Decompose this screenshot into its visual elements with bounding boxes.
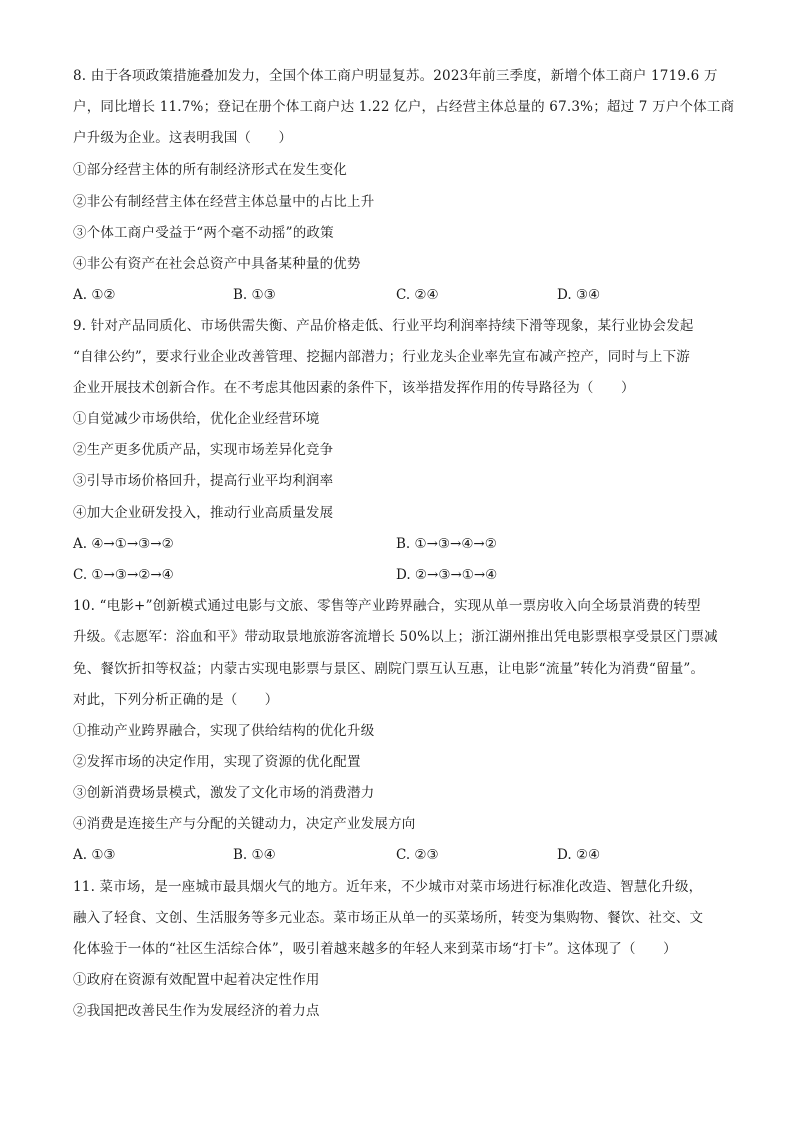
q11-item-2: ②我国把改善民生作为发展经济的着力点	[73, 1003, 320, 1019]
q9-item-3: ③引导市场价格回升，提高行业平均利润率	[73, 473, 334, 489]
q10-option-b[interactable]: B. ①④	[233, 847, 276, 863]
q9-option-a[interactable]: A. ④→①→③→②	[73, 536, 174, 552]
q11-item-1: ①政府在资源有效配置中起着决定性作用	[73, 972, 320, 988]
q10-stem-line-1: 10. “电影+”创新模式通过电影与文旅、零售等产业跨界融合，实现从单一票房收入向全场景消费的转型	[73, 598, 701, 614]
q9-stem-line-2: “自律公约”，要求行业企业改善管理、挖掘内部潜力；行业龙头企业率先宣布减产控产，同时与上下游	[73, 349, 691, 365]
q10-item-2: ②发挥市场的决定作用，实现了资源的优化配置	[73, 754, 361, 770]
q9-item-2: ②生产更多优质产品，实现市场差异化竞争	[73, 442, 334, 458]
q10-stem-line-2: 升级。《志愿军：浴血和平》带动取景地旅游客流增长 50%以上；浙江湖州推出凭电影票根享受景区门票减	[73, 629, 718, 645]
q8-item-1: ①部分经营主体的所有制经济形式在发生变化	[73, 162, 347, 178]
q11-stem-line-1: 11. 菜市场，是一座城市最具烟火气的地方。近年来，不少城市对菜市场进行标准化改造、智慧化升级，	[73, 879, 703, 895]
q8-stem-line-3: 户升级为企业。这表明我国（ ）	[73, 130, 293, 146]
q10-item-1: ①推动产业跨界融合，实现了供给结构的优化升级	[73, 723, 375, 739]
q8-option-d[interactable]: D. ③④	[557, 287, 601, 303]
q8-option-a[interactable]: A. ①②	[73, 287, 116, 303]
q10-item-3: ③创新消费场景模式，激发了文化市场的消费潜力	[73, 785, 375, 801]
q10-stem-line-3: 免、餐饮折扣等权益；内蒙古实现电影票与景区、剧院门票互认互惠，让电影“流量”转化为消费“留量”。	[73, 661, 705, 677]
q10-option-d[interactable]: D. ②④	[557, 847, 601, 863]
q9-option-b[interactable]: B. ①→③→④→②	[396, 536, 497, 552]
q9-item-1: ①自觉减少市场供给，优化企业经营环境	[73, 411, 320, 427]
q11-stem-line-2: 融入了轻食、文创、生活服务等多元业态。菜市场正从单一的买菜场所，转变为集购物、餐饮、社交、文	[73, 910, 704, 926]
q10-option-a[interactable]: A. ①③	[73, 847, 116, 863]
q8-item-4: ④非公有资产在社会总资产中具备某种量的优势	[73, 256, 361, 272]
q8-item-2: ②非公有制经营主体在经营主体总量中的占比上升	[73, 194, 375, 210]
q8-item-3: ③个体工商户受益于“两个毫不动摇”的政策	[73, 225, 334, 241]
q8-option-b[interactable]: B. ①③	[233, 287, 276, 303]
q9-option-d[interactable]: D. ②→③→①→④	[396, 567, 498, 583]
q9-stem-line-1: 9. 针对产品同质化、市场供需失衡、产品价格走低、行业平均利润率持续下滑等现象，某行业协会发起	[73, 318, 694, 334]
q9-item-4: ④加大企业研发投入，推动行业高质量发展	[73, 505, 334, 521]
q10-stem-line-4: 对此，下列分析正确的是（ ）	[73, 692, 279, 708]
q8-option-c[interactable]: C. ②④	[396, 287, 439, 303]
q8-stem-line-2: 户，同比增长 11.7%；登记在册个体工商户达 1.22 亿户，占经营主体总量的 67.3%；超过 7 万户个体工商	[73, 99, 735, 115]
q10-option-c[interactable]: C. ②③	[396, 847, 439, 863]
q11-stem-line-3: 化体验于一体的“社区生活综合体”，吸引着越来越多的年轻人来到菜市场“打卡”。这体现了（ ）	[73, 941, 677, 957]
q10-item-4: ④消费是连接生产与分配的关键动力，决定产业发展方向	[73, 816, 416, 832]
q8-stem-line-1: 8. 由于各项政策措施叠加发力，全国个体工商户明显复苏。2023年前三季度，新增个体工商户 1719.6 万	[73, 68, 718, 84]
q9-option-c[interactable]: C. ①→③→②→④	[73, 567, 174, 583]
q9-stem-line-3: 企业开展技术创新合作。在不考虑其他因素的条件下，该举措发挥作用的传导路径为（ ）	[73, 380, 635, 396]
